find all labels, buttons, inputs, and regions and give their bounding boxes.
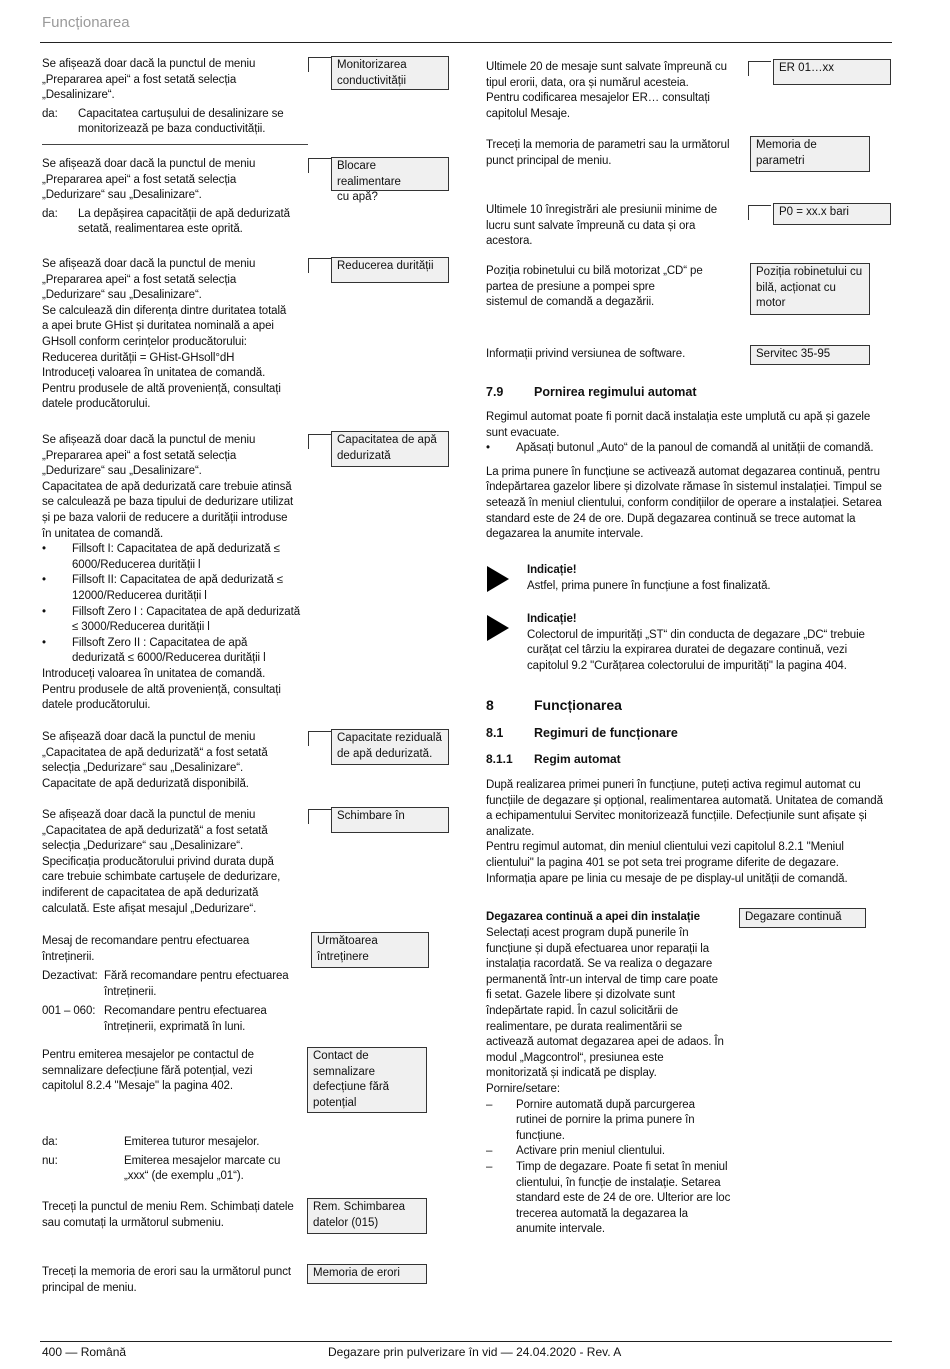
r3-line: lucru sunt salvate împreună cu data și ora [486,219,696,232]
s811-line: analizate. [486,825,535,838]
s2-da-line: La depășirea capacității de apă dedurizată [78,207,290,220]
s3-line: Introduceți valoarea în unitatea de comandă. [42,367,266,380]
s5-bracket [308,731,331,746]
s2-line: „Prepararea apei“ a fost setată selecția [42,173,237,186]
s4-line: în unitatea de comandă. [42,527,164,540]
r3-line: Ultimele 10 înregistrări ale presiunii minime de [486,204,718,216]
header-rule [40,42,892,43]
s811-line: După realizarea primei puneri în funcțiune, puteți activa regimul automat cu [486,779,861,791]
s3-line: „Prepararea apei“ a fost setată selecția [42,273,237,286]
s1-line: Se afișează doar dacă la punctul de meniu [42,58,256,70]
r1-line: Ultimele 20 de mesaje sunt salvate împreună cu [486,61,727,73]
note-2-line: Colectorul de impurități „ST“ din conducta de degazare „DC“ trebuie [527,628,865,641]
s2-menu-box [331,157,449,203]
s5-line: Se afișează doar dacă la punctul de meniu [42,731,256,743]
s4-bullet-line: • Fillsoft Zero II : Capacitatea de apă [72,636,248,649]
r1-menu-box [773,59,891,85]
r5-menu-box [750,345,870,365]
s1-bracket [308,57,331,72]
s8-box-line: potențial [313,1096,357,1109]
r4-line: Poziția robinetului cu bilă motorizat „CD“ pe [486,265,703,277]
s2-box-line: Blocare realimentare [337,160,401,188]
s7-option-label: 001 – 060: [42,1005,96,1018]
s4-box-line: dedurizată [337,449,391,462]
degaz-dash-item [486,1144,736,1160]
r1-line: tipul erorii, data, ora și numărul acesteia. [486,76,689,89]
degaz-dash-line: rutinei de pornire la prima punere în [516,1114,695,1127]
s4-line: și pe baza valorii de reducere a durității introduse [42,511,288,524]
s8-menu-box [307,1047,427,1113]
s6-line: indiferent de capacitatea de apă dedurizată [42,886,259,899]
r4-text [486,264,746,311]
degaz-dash-item [486,1098,736,1145]
s11-line: principal de meniu. [42,1281,137,1294]
degaz-line: activează automat degazarea apei de adaos. În [486,1036,724,1049]
note-2-line: capitolul 9.2 "Curățarea colectorului de impurități" la pagina 404. [527,659,847,672]
r1-line: Pentru codificarea mesajelor ER… consultați [486,92,710,105]
s5-box-line: de apă dedurizată. [337,747,433,760]
s3-line: datele producătorului. [42,398,151,411]
degaz-line: Selectați acest program după punerile în [486,927,689,939]
s79-line: îndepărtarea gazelor libere și dizolvate rămase în sistemul instalației. Timpul se [486,481,882,494]
s1-box-line: Monitorizarea [337,59,407,71]
degaz-line: fi setat. Gazele libere și dizolvate sunt [486,989,675,1002]
s4-bullet-line: ≤ 3000/Reducerea durității l [72,621,210,634]
s11-box-line: Memoria de erori [313,1267,400,1279]
s3-text [42,257,302,413]
degaz-dash-line: standard este de 24 de ore. Ulterior are loc [516,1192,731,1205]
s10-menu-box [307,1198,427,1234]
s6-line: Specificația producătorului privind durata după [42,855,274,868]
s4-bullet-line: • Fillsoft II: Capacitatea de apă dedurizată ≤ [72,574,283,587]
r3-line: acestora. [486,235,533,248]
degaz-dash-line: funcțiune. [516,1129,565,1142]
s8-box-line: defecțiune fără [313,1081,390,1093]
s4-bullet-line: 6000/Reducerea durității l [72,558,201,571]
s3-menu-box [331,257,449,283]
r2-box-line: parametri [756,154,805,167]
s2-text [42,157,302,238]
s7-line: întreținerii. [42,950,95,963]
s1-line: „Desalinizare“. [42,89,115,102]
s79-line: standard este de 24 de ore. După degazarea continuă se trece automat la [486,512,856,525]
s1-menu-box [331,56,449,90]
s4-line: Se afișează doar dacă la punctul de meniu [42,434,256,446]
note-1-line: Astfel, prima punere în funcțiune a fost finalizată. [527,579,771,592]
s10-line: Treceți la punctul de meniu Rem. Schimbați datele [42,1201,294,1213]
r2-text [486,138,746,169]
s4-bullet-line: 12000/Reducerea durității l [72,589,207,602]
s8-box-line: semnalizare [313,1065,375,1078]
s3-line: Se afișează doar dacă la punctul de meniu [42,258,256,270]
s6-line: Se afișează doar dacă la punctul de meniu [42,809,256,821]
s7-option-line: întreținerii. [104,985,157,998]
section-8-1-1-number: 8.1.1 [486,752,513,766]
s7-text [42,934,302,1036]
section-8-number: 8 [486,697,494,713]
s6-text [42,808,302,917]
s3-line: GHsoll conform cerințelor producătorului: [42,335,247,348]
s3-line: Reducerea durității = GHist-GHsoll°dH [42,351,235,364]
degaz-menu-box [739,908,866,928]
s3-line: a apei brute GHist și duritatea nominală a apei [42,320,274,333]
s4-bullet [42,542,302,573]
s4-bracket [308,434,331,449]
degaz-line: monitorizată și indicată pe display. [486,1067,657,1080]
s1-line: „Prepararea apei“ a fost setată selecția [42,73,237,86]
degaz-line: Pornire/setare: [486,1082,560,1095]
s4-tail-line: Introduceți valoarea în unitatea de comandă. [42,667,266,680]
s7-line: Mesaj de recomandare pentru efectuarea [42,935,250,947]
s79-bullet: • Apăsați butonul „Auto“ de la panoul de comandă al unității de comandă. [486,441,892,457]
s11-menu-box [307,1264,427,1284]
footer-rule [40,1341,892,1342]
s5-box-line: Capacitate reziduală [337,732,442,744]
s79-line: Regimul automat poate fi pornit dacă instalația este umplută cu apă și gazele [486,411,871,423]
s10-line: sau comutați la următorul submeniu. [42,1216,224,1229]
r4-box-line: Poziția robinetului cu [756,266,863,278]
r1-text [486,60,746,122]
s6-menu-box [331,807,449,833]
degaz-dash-line: – Pornire automată după parcurgerea [516,1098,695,1111]
s2-da-line: setată, realimentarea este oprită. [78,223,243,236]
r5-text [486,347,746,363]
s8-line: semnalizare defecțiune fără potențial, vezi [42,1064,253,1077]
note-arrow-icon [487,615,509,641]
degaz-dash-line: – Timp de degazare. Poate fi setat în meniul [516,1160,728,1173]
r2-line: Treceți la memoria de parametri sau la următorul [486,139,730,151]
s4-text [42,433,302,714]
note-2-line: curățat cel târziu la expirarea duratei de degazare continuă, vezi [527,644,848,657]
section-8-1-1-body [486,778,892,887]
degaz-line: instalația racordată. Se va realiza o degazare [486,958,713,971]
s7-option-label: Dezactivat: [42,970,98,983]
s4-line: Capacitatea de apă dedurizată care trebuie atinsă [42,480,292,493]
s11-line: Treceți la memoria de erori sau la următorul punct [42,1266,291,1278]
s5-text [42,730,302,792]
degaz-dash-line: trecerea automată la degazarea la [516,1207,688,1220]
s3-line: Se calculează din diferența dintre duritatea totală [42,304,287,317]
s8-text [42,1048,302,1095]
s2-line: „Dedurizare“ sau „Desalinizare“. [42,189,202,202]
degaz-dash-line: anumite intervale. [516,1223,605,1236]
degaz-line: modul „Magcontrol“, presiunea este [486,1051,664,1064]
degaz-dash-line: – Activare prin meniul clientului. [516,1145,665,1158]
r3-bracket [748,205,771,220]
s4-tail-line: Pentru produsele de altă proveniență, consultați [42,683,281,696]
s6-line: calculată. Este afișat mesajul „Dedurizare“. [42,902,257,915]
r1-box-line: ER 01…xx [779,62,834,74]
s6-box-line: Schimbare în [337,810,405,822]
s9-text [42,1135,302,1185]
note-arrow-icon [487,566,509,592]
s5-line: Capacitate de apă dedurizată disponibilă. [42,777,249,790]
r2-line: punct principal de meniu. [486,154,612,167]
s5-line: „Capacitatea de apă dedurizată“ a fost setată [42,746,268,759]
r4-box-line: motor [756,297,786,309]
degaz-line: permanentă într-un interval de timp care poate [486,973,718,986]
s1-da-line: Capacitatea cartușului de desalinizare se [78,107,284,120]
s3-bracket [308,258,331,273]
s4-line: „Prepararea apei“ a fost setată selecția [42,449,237,462]
r2-box-line: Memoria de [756,139,817,151]
s811-line: Pentru regimul automat, din meniul clientului vezi capitolul 8.2.1 "Meniul [486,841,844,854]
r3-box-line: P0 = xx.x bari [779,206,849,218]
s4-bullet [42,573,302,604]
s1-da-label: da: [42,107,58,120]
r3-menu-box [773,203,891,225]
s9-option-label: da: [42,1136,58,1148]
s4-box-line: Capacitatea de apă [337,434,437,446]
s2-bracket [308,158,331,173]
s1-da-line: monitorizează pe baza conductivității. [78,123,266,136]
s4-tail-line: datele producătorului. [42,699,151,712]
s4-menu-box [331,431,449,467]
s79-line: degazarea la anumite intervale. [486,528,644,541]
s10-text [42,1200,302,1231]
s6-line: care trebuie schimbate cartușele de dedurizare, [42,871,281,884]
s1-divider [42,144,308,145]
r2-menu-box [750,136,870,172]
section-8-1-1-title: Regim automat [534,752,621,766]
s9-option-line: Emiterea mesajelor marcate cu [124,1154,281,1167]
s3-box-line: Reducerea durității [337,260,434,272]
r5-line: Informații privind versiunea de software. [486,348,686,360]
s4-bullet [42,636,302,667]
s2-line: Se afișează doar dacă la punctul de meniu [42,158,256,170]
s6-line: „Capacitatea de apă dedurizată“ a fost setată [42,824,268,837]
s6-bracket [308,809,331,824]
degaz-line: îndepărtate rapid. În cazul solicitării de [486,1004,679,1017]
section-7-9-number: 7.9 [486,385,504,399]
degaz-line: funcțiune și după efectuarea unor reparații la [486,942,709,955]
r3-text [486,203,746,250]
s4-bullet-line: • Fillsoft Zero I : Capacitatea de apă dedurizată [72,605,300,618]
s4-bullet-line: • Fillsoft I: Capacitatea de apă dedurizată ≤ [72,543,280,556]
s3-line: „Dedurizare“ sau „Desalinizare“. [42,289,202,302]
s4-line: „Dedurizare“ sau „Desalinizare“. [42,465,202,478]
s811-line: a echipamentului Servitec monitorizează funcțiile. Defecțiunile sunt afișate și [486,810,867,823]
r4-line: partea de presiune a pompei spre [486,280,655,293]
s7-box-line: Următoarea [317,935,378,947]
footer-page-number: 400 — Română [42,1345,127,1359]
s811-line: funcțiile de degazare și opțional, realimentarea automată. Unitatea de comandă [486,794,883,807]
degaz-dash-line: clientului, în funcție de instalație. Setarea [516,1176,721,1189]
note-1 [527,563,887,594]
s10-box-line: datelor (015) [313,1216,379,1229]
r4-menu-box [750,263,870,315]
s4-line: se calculează pe baza tipului de dedurizare utilizat [42,496,294,509]
section-7-9-title: Pornirea regimului automat [534,385,697,399]
s7-menu-box [311,932,429,968]
degaz-line: realimentare, pe durata realimentării se [486,1020,683,1033]
s9-option-line: „xxx“ (de exemplu „01“). [124,1170,244,1183]
s4-bullet-line: dedurizată ≤ 6000/Reducerea durității l [72,652,266,665]
s2-da-label: da: [42,207,58,220]
header-title: Funcționarea [42,14,130,31]
s79-line: La prima punere în funcțiune se activează automat degazarea continuă, pentru [486,465,880,478]
degaz-title: Degazarea continuă a apei din instalație [486,911,700,923]
r5-box-line: Servitec 35-95 [756,348,831,360]
s7-option-line: Fără recomandare pentru efectuarea [104,970,289,983]
s5-line: selecția „Dedurizare“ sau „Desalinizare“. [42,762,244,775]
s9-option-line: Emiterea tuturor mesajelor. [124,1136,260,1148]
s811-line: clientului" la pagina 401 se pot seta trei programe diferite de degazare. [486,856,839,869]
s8-line: Pentru emiterea mesajelor pe contactul de [42,1049,254,1061]
s1-text [42,57,302,138]
s9-option-label: nu: [42,1154,58,1167]
degaz-box-line: Degazare continuă [745,911,842,923]
s10-box-line: Rem. Schimbarea [313,1201,406,1213]
s6-line: selecția „Dedurizare“ sau „Desalinizare“. [42,840,244,853]
s8-line: capitolul 8.2.4 "Mesaje" la pagina 402. [42,1080,233,1093]
s4-bullet [42,605,302,636]
s5-menu-box [331,729,449,765]
degaz-dash-item [486,1160,736,1238]
s7-option-line: Recomandare pentru efectuarea [104,1005,267,1018]
s8-box-line: Contact de [313,1050,369,1062]
note-2-title: Indicație! [527,613,577,625]
s79-line: setează în meniul clientului, conform condițiilor de operare a instalației. Setarea [486,496,882,509]
s11-text [42,1265,302,1296]
s3-line: Pentru produsele de altă proveniență, consultați [42,382,281,395]
section-8-1-number: 8.1 [486,726,504,740]
footer-doc-title: Degazare prin pulverizare în vid — 24.04.2020 - Rev. A [328,1345,622,1359]
note-2 [527,612,887,674]
section-8-1-title: Regimuri de funcționare [534,726,678,740]
s1-box-line: conductivității [337,74,407,87]
r1-line: capitolul Mesaje. [486,107,570,120]
degaz-body [486,926,736,1238]
section-8-title: Funcționarea [534,697,622,713]
section-7-9-body [486,410,892,543]
s811-line: Informația apare pe linia cu mesaje de pe display-ul unității de comandă. [486,872,848,885]
r4-box-line: bilă, acționat cu [756,281,836,294]
s79-line: sunt evacuate. [486,426,560,439]
r1-bracket [748,61,771,76]
s7-option-line: întreținerii, exprimată în luni. [104,1020,246,1033]
note-1-title: Indicație! [527,564,577,576]
s7-box-line: întreținere [317,950,369,963]
s2-box-line: cu apă? [337,191,378,203]
r4-line: sistemul de comandă a degazării. [486,296,655,309]
